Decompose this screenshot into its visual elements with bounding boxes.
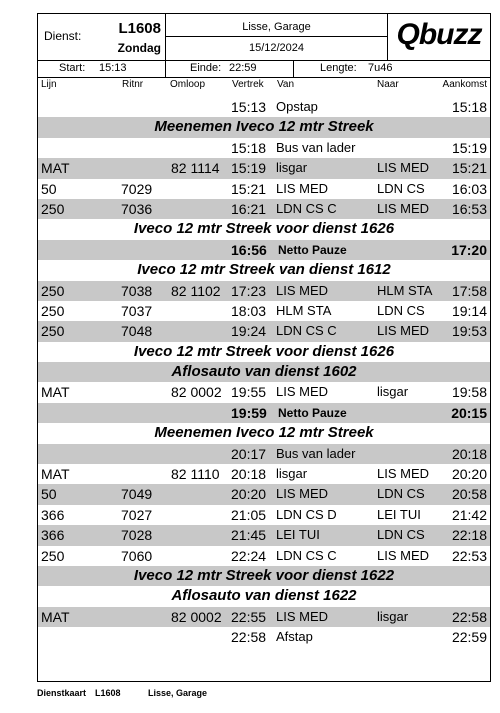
table-row	[38, 281, 490, 301]
col-ritnr: Ritnr	[122, 79, 144, 90]
einde-segment	[166, 60, 294, 77]
cell-aankomst: 20:18	[451, 445, 487, 462]
cell-omloop: 82 1114	[171, 160, 220, 177]
cell-ritnr: 7048	[121, 323, 153, 340]
cell-van: LIS MED	[276, 180, 329, 196]
cell-vertrek: 16:56	[231, 241, 267, 258]
section-title: Iveco 12 mtr Streek van dienst 1612	[137, 261, 391, 279]
cell-ritnr: 7036	[121, 200, 153, 217]
col-aankomst: Aankomst	[442, 79, 487, 90]
cell-aankomst: 20:58	[451, 486, 487, 503]
cell-aankomst: 22:18	[451, 527, 487, 544]
schedule-rows	[38, 97, 490, 648]
cell-van: Opstap	[276, 99, 318, 114]
table-row	[38, 301, 490, 321]
footer-label: Dienstkaart	[37, 688, 87, 698]
cell-ritnr: 7049	[121, 486, 153, 503]
table-row	[38, 627, 490, 647]
section-row	[38, 219, 490, 239]
cell-aankomst: 22:53	[451, 547, 487, 564]
section-row	[38, 586, 490, 606]
footer-location: Lisse, Garage	[148, 688, 208, 698]
cell-van: HLM STA	[276, 302, 332, 318]
cell-aankomst: 22:58	[451, 608, 487, 625]
table-row	[38, 525, 490, 545]
cell-aankomst: 17:20	[451, 241, 487, 258]
header-location-cell	[166, 14, 388, 60]
table-row	[38, 505, 490, 525]
location: Lisse, Garage	[242, 21, 311, 33]
cell-naar: lisgar	[377, 384, 409, 400]
section-title: Iveco 12 mtr Streek voor dienst 1626	[133, 220, 395, 238]
cell-vertrek: 20:18	[231, 466, 267, 483]
cell-aankomst: 15:19	[451, 139, 487, 156]
qbuzz-logo: Qbuzz	[396, 18, 482, 51]
pause-label: Netto Pauze	[278, 405, 347, 420]
cell-van: LEI TUI	[276, 527, 320, 543]
cell-aankomst: 17:58	[451, 282, 487, 299]
table-row	[38, 138, 490, 158]
cell-lijn: 250	[41, 302, 65, 319]
header-dienst-cell	[38, 14, 166, 60]
section-row	[38, 117, 490, 137]
cell-omloop: 82 0002	[171, 384, 222, 401]
cell-ritnr: 7037	[121, 302, 153, 319]
cell-van: LIS MED	[276, 486, 329, 502]
cell-van: lisgar	[276, 160, 308, 176]
cell-naar: LIS MED	[377, 547, 430, 563]
table-row	[38, 484, 490, 504]
start-segment	[38, 60, 166, 77]
cell-ritnr: 7038	[121, 282, 153, 299]
lengte-value: 7u46	[368, 62, 393, 74]
cell-vertrek: 22:58	[231, 629, 267, 646]
cell-naar: LIS MED	[377, 200, 430, 216]
table-row	[38, 464, 490, 484]
einde-label: Einde:	[190, 62, 222, 74]
pause-row	[38, 403, 490, 423]
cell-aankomst: 20:20	[451, 466, 487, 483]
cell-vertrek: 15:18	[231, 139, 267, 156]
table-row	[38, 97, 490, 117]
table-row	[38, 546, 490, 566]
cell-van: LDN CS D	[276, 506, 337, 522]
cell-lijn: MAT	[41, 384, 70, 401]
cell-van: LIS MED	[276, 384, 329, 400]
dienst-code: L1608	[118, 20, 161, 37]
section-row	[38, 342, 490, 362]
section-title: Iveco 12 mtr Streek voor dienst 1626	[133, 342, 395, 360]
section-row	[38, 423, 490, 443]
cell-vertrek: 20:20	[231, 486, 267, 503]
cell-aankomst: 20:15	[451, 404, 487, 421]
cell-van: LDN CS C	[276, 547, 337, 563]
section-title: Iveco 12 mtr Streek voor dienst 1622	[133, 566, 395, 584]
cell-vertrek: 15:13	[231, 99, 267, 115]
cell-lijn: 50	[41, 486, 57, 503]
cell-naar: LDN CS	[377, 527, 425, 543]
lengte-segment	[294, 60, 490, 77]
start-label: Start:	[59, 62, 86, 74]
cell-aankomst: 16:03	[451, 180, 487, 197]
cell-naar: LEI TUI	[377, 506, 421, 522]
cell-omloop: 82 1102	[171, 282, 221, 299]
cell-van: LDN CS C	[276, 323, 337, 339]
cell-naar: HLM STA	[377, 282, 433, 298]
cell-aankomst: 19:53	[451, 323, 487, 340]
col-lijn: Lijn	[41, 79, 57, 90]
header-logo-cell	[388, 14, 490, 60]
cell-naar: LDN CS	[377, 180, 425, 196]
cell-aankomst: 21:42	[451, 506, 487, 523]
cell-vertrek: 15:21	[231, 180, 267, 197]
cell-lijn: 250	[41, 200, 65, 217]
section-row	[38, 260, 490, 280]
section-row	[38, 566, 490, 586]
table-row	[38, 607, 490, 627]
dienst-day: Zondag	[117, 41, 161, 55]
cell-naar: lisgar	[377, 608, 409, 624]
col-omloop: Omloop	[170, 79, 206, 90]
cell-naar: LIS MED	[377, 160, 430, 176]
cell-naar: LIS MED	[377, 323, 430, 339]
cell-vertrek: 21:45	[231, 527, 267, 544]
cell-lijn: 250	[41, 282, 65, 299]
table-row	[38, 179, 490, 199]
cell-vertrek: 19:59	[231, 404, 267, 421]
cell-van: lisgar	[276, 466, 308, 482]
cell-ritnr: 7029	[121, 180, 153, 197]
cell-vertrek: 21:05	[231, 506, 267, 523]
cell-van: Afstap	[276, 629, 313, 645]
section-title: Meenemen Iveco 12 mtr Streek	[154, 118, 374, 136]
section-title: Meenemen Iveco 12 mtr Streek	[154, 424, 374, 442]
cell-ritnr: 7060	[121, 547, 153, 564]
column-header	[38, 78, 490, 92]
cell-aankomst: 22:59	[451, 629, 487, 646]
cell-vertrek: 19:55	[231, 384, 267, 401]
cell-lijn: 250	[41, 323, 65, 340]
cell-naar: LIS MED	[377, 466, 430, 482]
cell-van: LDN CS C	[276, 200, 337, 216]
section-row	[38, 362, 490, 382]
cell-naar: LDN CS	[377, 486, 425, 502]
table-row	[38, 158, 490, 178]
lengte-label: Lengte:	[320, 62, 357, 74]
cell-naar: LDN CS	[377, 302, 425, 318]
cell-lijn: 50	[41, 180, 57, 197]
cell-vertrek: 16:21	[231, 200, 267, 217]
cell-aankomst: 19:58	[451, 384, 487, 401]
pause-row	[38, 240, 490, 260]
dienstkaart-frame	[37, 13, 491, 682]
cell-lijn: 366	[41, 506, 65, 523]
cell-lijn: MAT	[41, 608, 70, 625]
cell-van: LIS MED	[276, 608, 329, 624]
col-naar: Naar	[377, 79, 399, 90]
cell-vertrek: 22:24	[231, 547, 267, 564]
table-row	[38, 382, 490, 402]
cell-vertrek: 18:03	[231, 302, 267, 319]
cell-van: LIS MED	[276, 282, 329, 298]
cell-van: Bus van lader	[276, 445, 356, 461]
section-title: Aflosauto van dienst 1602	[171, 363, 357, 381]
table-row	[38, 321, 490, 341]
header	[38, 14, 490, 61]
cell-omloop: 82 0002	[171, 608, 222, 625]
cell-vertrek: 19:24	[231, 323, 267, 340]
start-value: 15:13	[99, 62, 127, 74]
cell-vertrek: 20:17	[231, 445, 267, 462]
table-row	[38, 199, 490, 219]
info-bar	[38, 60, 490, 78]
cell-ritnr: 7027	[121, 506, 153, 523]
cell-aankomst: 16:53	[451, 200, 487, 217]
einde-value: 22:59	[229, 62, 257, 74]
cell-vertrek: 17:23	[231, 282, 267, 299]
header-divider	[166, 36, 387, 37]
table-row	[38, 444, 490, 464]
cell-lijn: 250	[41, 547, 65, 564]
cell-vertrek: 15:19	[231, 160, 267, 177]
cell-van: Bus van lader	[276, 139, 356, 155]
cell-vertrek: 22:55	[231, 608, 267, 625]
cell-aankomst: 19:14	[451, 302, 487, 319]
cell-lijn: 366	[41, 527, 65, 544]
section-title: Aflosauto van dienst 1622	[171, 587, 357, 605]
cell-lijn: MAT	[41, 160, 70, 177]
col-van: Van	[277, 79, 295, 90]
cell-omloop: 82 1110	[171, 466, 220, 483]
cell-aankomst: 15:18	[451, 99, 487, 115]
pause-label: Netto Pauze	[278, 242, 347, 257]
dienst-label: Dienst:	[44, 29, 82, 43]
date: 15/12/2024	[248, 42, 305, 54]
cell-aankomst: 15:21	[451, 160, 487, 177]
footer-code: L1608	[95, 688, 121, 698]
cell-lijn: MAT	[41, 466, 70, 483]
cell-ritnr: 7028	[121, 527, 153, 544]
col-vertrek: Vertrek	[232, 79, 264, 90]
